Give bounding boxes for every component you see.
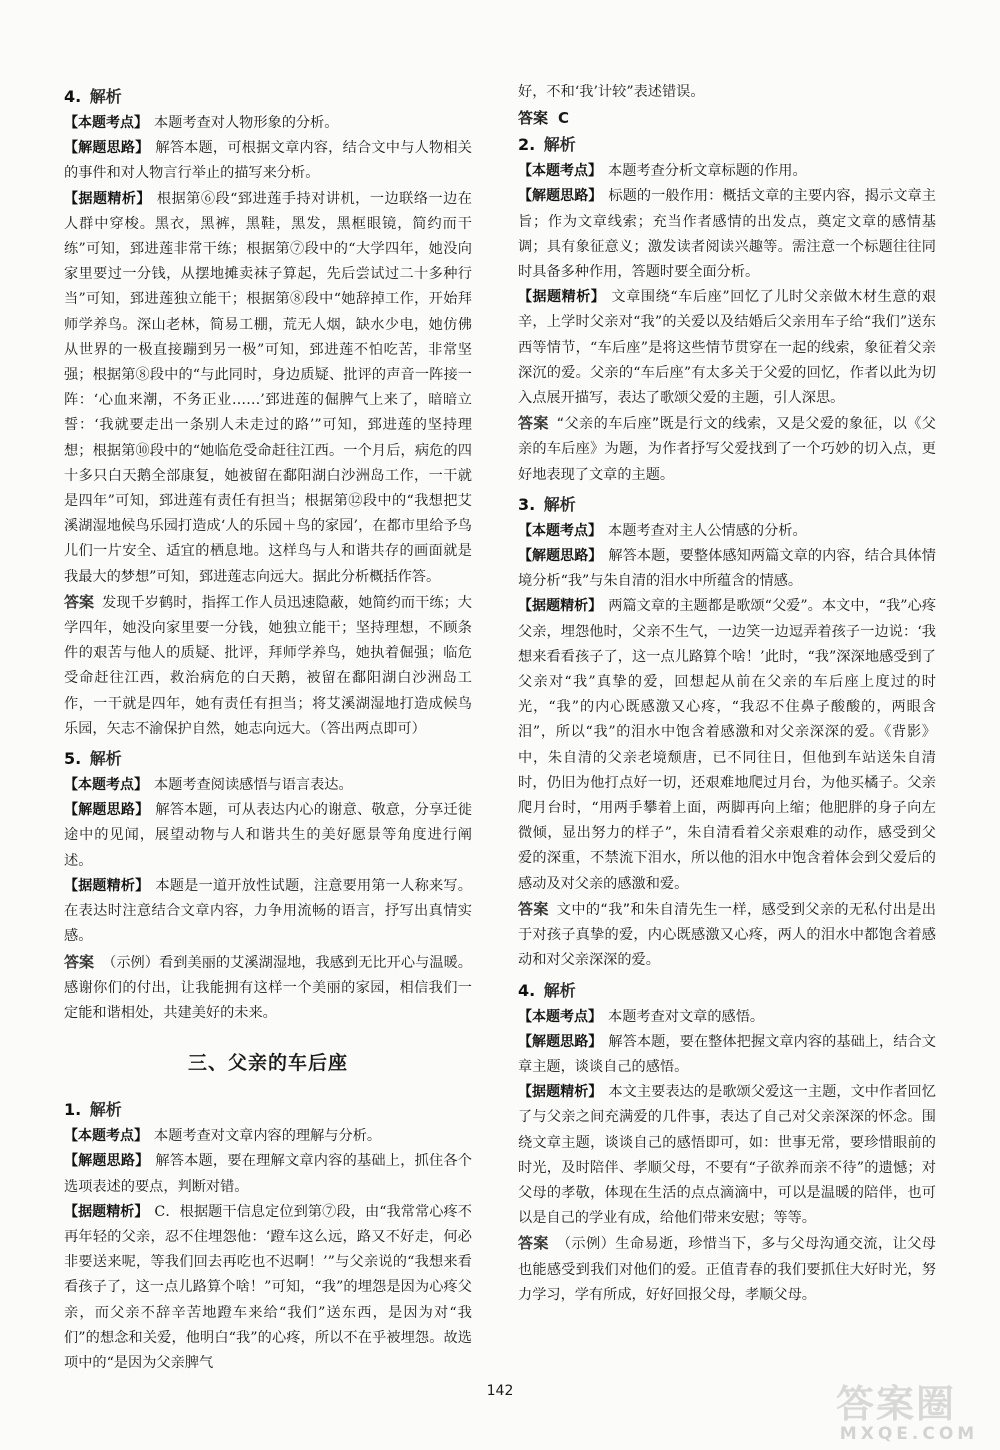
s3-silu <box>518 544 936 594</box>
kaodian-tag: 【本题考点】 <box>64 115 148 131</box>
question-number: 1. <box>64 1100 82 1120</box>
kaodian-tag: 【本题考点】 <box>64 777 148 794</box>
jingxi-tag: 【据题精析】 <box>64 190 151 207</box>
jingxi-text: 两篇文章的主题都是歌颂“父爱”。本文中，“我”心疼父亲，埋怨他时，父亲不生气，一边笑一边逗弄着孩子一边说：‘我想来看看孩子了，这一点儿路算个啥！’此时，“我”深深地感受到了父亲对“我”真挚的爱，回想起从前在父亲的车后座上度过的时光，“我”的内心既感激又心疼，“我忍不住鼻子酸酸的，两眼含泪”，所以“我”的泪水中饱含着感激和对父亲深深的爱。《背影》中，朱自清的父亲老境颓唐，已不同往日，但他到车站送朱自清时，仍旧为他打点好一切，还艰难地爬过月台，为他买橘子。父亲爬月台时，“用两手攀着上面，两脚再向上缩；他肥胖的身子向左微倾，显出努力的样子”，朱自清看着父亲艰难的动作，感受到父爱的深重，不禁流下泪水，所以他的泪水中饱含着体会到父爱后的感动及对父亲的感激和爱。 <box>518 598 937 892</box>
kaodian-text: 本题考查对文章的感悟。 <box>608 1008 765 1025</box>
section3-question-4-heading <box>518 978 936 1001</box>
s1-kaodian <box>64 1124 472 1149</box>
answer-tag: 答案 <box>518 899 549 918</box>
question-number: 2. <box>518 135 536 155</box>
silu-text: 解答本题，要在理解文章内容的基础上，抓住各个选项表述的要点，判断对错。 <box>64 1153 472 1195</box>
s4-kaodian <box>518 1005 936 1030</box>
jingxi-tag: 【据题精析】 <box>64 877 150 894</box>
s2-kaodian <box>518 159 936 184</box>
s3-answer <box>518 897 936 974</box>
answer-tag: 答案 <box>64 592 95 611</box>
question-label: 解析 <box>543 494 576 514</box>
kaodian-tag: 【本题考点】 <box>518 163 602 180</box>
question-number: 5. <box>64 749 82 769</box>
answer-text: （示例）看到美丽的艾溪湖湿地，我感到无比开心与温暖。感谢你们的付出，让我能拥有这样一个美丽的家园，相信我们一定能和谐相处，共建美好的未来。 <box>64 954 472 1021</box>
s3-kaodian <box>518 519 936 544</box>
silu-tag: 【解题思路】 <box>518 548 603 565</box>
question-4-heading <box>64 84 472 107</box>
answer-tag: 答案 <box>518 1234 549 1253</box>
kaodian-text: 本题考查阅读感悟与语言表达。 <box>154 777 353 794</box>
section3-question-1-heading <box>64 1097 472 1120</box>
q5-jingxi <box>64 874 472 950</box>
jingxi-tag: 【据题精析】 <box>64 1203 149 1220</box>
question-5-heading <box>64 746 472 769</box>
jingxi-text: 本题是一道开放性试题，注意要用第一人称来写。在表达时注意结合文章内容，力争用流畅的语言，抒写出真情实感。 <box>64 877 472 945</box>
question-label: 解析 <box>89 1100 122 1120</box>
jingxi-text: 文章围绕“车后座”回忆了儿时父亲做木材生意的艰辛，上学时父亲对“我”的关爱以及结婚后父亲用车子给“我们”送东西等情节，“车后座”是将这些情节贯穿在一起的线索，象征着父亲深沉的爱。父亲的“车后座”有太多关于父爱的回忆，作者以此为切入点展开描写，表达了歌颂父爱的主题，引人深思。 <box>518 289 937 407</box>
q4-kaodian <box>64 111 472 136</box>
jingxi-text: C．根据题干信息定位到第⑦段，由“我常常心疼不再年轻的父亲，忍不住埋怨他：‘蹬车这么远，路又不好走，何必非要送来呢，等我们回去再吃也不迟啊！’”与父亲说的“我想来看看孩子了，这一点儿路算个啥！”可知，“我”的埋怨是因为心疼父亲，而父亲不辞辛苦地蹬车来给“我们”送东西，是因为对“我们”的想念和关爱，他明白“我”的心疼，所以不在乎被埋怨。故选项中的“是因为父亲脾气 <box>64 1203 472 1371</box>
watermark-logo <box>836 1384 982 1448</box>
q5-kaodian <box>64 773 472 798</box>
jingxi-text: 本文主要表达的是歌颂父爱这一主题，文中作者回忆了与父亲之间充满爱的几件事，表达了自己对父亲深深的怀念。围绕文章主题，谈谈自己的感悟即可，如：世事无常，要珍惜眼前的时光，及时陪伴、孝顺父母，不要有“子欲养而亲不待”的遗憾；对父母的孝敬，体现在生活的点点滴滴中，可以是温暖的陪伴，也可以是自己的学业有成，给他们带来安慰；等等。 <box>518 1084 936 1227</box>
kaodian-tag: 【本题考点】 <box>64 1128 148 1145</box>
jingxi-tag: 【据题精析】 <box>518 1084 603 1101</box>
question-number: 4. <box>64 87 82 106</box>
answer-choice: C <box>558 109 570 128</box>
s1-answer <box>518 107 936 128</box>
s3-jingxi <box>518 594 936 896</box>
kaodian-text: 本题考查对人物形象的分析。 <box>154 115 339 131</box>
section3-question-2-heading <box>518 132 936 155</box>
silu-text: 解答本题，可根据文章内容，结合文中与人物相关的事件和对人物言行举止的描写来分析。 <box>64 140 472 182</box>
silu-text: 解答本题，可从表达内心的谢意、敬意，分享迁徙途中的见闻，展望动物与人和谐共生的美好愿景等角度进行阐述。 <box>64 802 472 869</box>
s4-jingxi <box>518 1080 936 1231</box>
silu-tag: 【解题思路】 <box>64 802 150 819</box>
s1-continuation: 好，不和‘我’计较”表述错误。 <box>518 84 705 100</box>
silu-text: 解答本题，要在整体把握文章内容的基础上，结合文章主题，谈谈自己的感悟。 <box>518 1033 936 1075</box>
answer-tag: 答案 <box>64 952 95 971</box>
q5-silu <box>64 798 472 874</box>
watermark-text: 答案圈 <box>836 1382 957 1426</box>
kaodian-text: 本题考查分析文章标题的作用。 <box>608 163 807 180</box>
q5-answer <box>64 950 472 1027</box>
section3-question-3-heading <box>518 492 936 515</box>
question-label: 解析 <box>89 87 122 106</box>
question-label: 解析 <box>543 980 576 1000</box>
silu-tag: 【解题思路】 <box>518 188 603 205</box>
kaodian-tag: 【本题考点】 <box>518 522 602 539</box>
kaodian-tag: 【本题考点】 <box>518 1008 602 1025</box>
s2-jingxi <box>518 285 936 411</box>
silu-tag: 【解题思路】 <box>518 1033 603 1050</box>
q4-jingxi <box>64 187 472 590</box>
answer-tag: 答案 <box>518 414 549 433</box>
s1-silu <box>64 1149 472 1199</box>
answer-text: “父亲的车后座”既是行文的线索，又是父爱的象征，以《父亲的车后座》为题，为作者抒写父爱找到了一个巧妙的切入点，更好地表现了文章的主题。 <box>518 416 936 483</box>
right-column <box>518 80 936 1308</box>
jingxi-tag: 【据题精析】 <box>518 598 603 615</box>
answer-text: 文中的“我”和朱自清先生一样，感受到父亲的无私付出是出于对孩子真挚的爱，内心既感激又心疼，两人的泪水中都饱含着感动和对父亲深深的爱。 <box>518 901 936 969</box>
kaodian-text: 本题考查对文章内容的理解与分析。 <box>154 1128 382 1145</box>
silu-text: 解答本题，要整体感知两篇文章的内容，结合具体情境分析“我”与朱自清的泪水中所蕴含的情感。 <box>518 548 936 590</box>
page-number: 142 <box>486 1383 514 1399</box>
kaodian-text: 本题考查对主人公情感的分析。 <box>608 522 807 539</box>
section-title: 三、父亲的车后座 <box>187 1052 348 1075</box>
silu-tag: 【解题思路】 <box>64 1153 150 1170</box>
silu-text: 标题的一般作用：概括文章的主要内容，揭示文章主旨；作为文章线索；充当作者感情的出发点，奠定文章的感情基调；具有象征意义；激发读者阅读兴趣等。需注意一个标题往往同时具备多种作用，答题时要全面分析。 <box>518 188 936 281</box>
jingxi-text: 根据第⑥段“郅进莲手持对讲机，一边联络一边在人群中穿梭。黑衣，黑裤，黑鞋，黑发，黑框眼镜，简约而干练”可知，郅进莲非常干练；根据第⑦段中的“大学四年，她没向家里要过一分钱，从摆地摊卖袜子算起，先后尝试过二十多种行当”可知，郅进莲独立能干；根据第⑧段中“她辞掉工作，开始拜师学养鸟。深山老林，简易工棚，荒无人烟，缺水少电，她仿佛从世界的一极直接蹦到另一极”可知，郅进莲不怕吃苦，非常坚强；根据第⑧段中的“与此同时，身边质疑、批评的声音一阵接一阵：‘心血来潮，不务正业……’郅进莲的倔脾气上来了，暗暗立誓：‘我就要走出一条别人未走过的路’”可知，郅进莲的坚持理想；根据第⑩段中的“她临危受命赶往江西。一个月后，病危的四十多只白天鹅全部康复，她被留在鄱阳湖白沙洲岛工作，一干就是四年”可知，郅进莲有责任有担当；根据第⑫段中的“我想把艾溪湖湿地候鸟乐园打造成‘人的乐园＋鸟的家园’，在都市里给予鸟儿们一片安全、适宜的栖息地。这样鸟与人和谐共存的画面就是我最大的梦想”可知，郅进莲志向远大。据此分析概括作答。 <box>64 190 472 585</box>
silu-tag: 【解题思路】 <box>64 140 150 157</box>
s4-silu <box>518 1030 936 1080</box>
question-number: 3. <box>518 494 536 514</box>
s4-answer <box>518 1231 936 1308</box>
s2-answer <box>518 411 936 488</box>
question-number: 4. <box>518 980 536 1000</box>
jingxi-tag: 【据题精析】 <box>518 289 606 306</box>
q4-silu <box>64 136 472 186</box>
answer-tag: 答案 <box>518 109 549 128</box>
q4-answer <box>64 590 472 742</box>
left-column <box>64 80 472 1376</box>
question-label: 解析 <box>543 135 576 155</box>
answer-text: 发现千岁鹤时，指挥工作人员迅速隐蔽，她简约而干练；大学四年，她没向家里要一分钱，她独立能干；坚持理想，不顾条件的艰苦与他人的质疑、批评，拜师学养鸟，她执着倔强；临危受命赶往江西，救治病危的白天鹅，被留在鄱阳湖白沙洲岛工作，一干就是四年，她有责任有担当；将艾溪湖湿地打造成候鸟乐园，矢志不渝保护自然，她志向远大。（答出两点即可） <box>64 594 472 737</box>
s1-jingxi <box>64 1200 472 1376</box>
question-label: 解析 <box>89 749 122 769</box>
answer-text: （示例）生命易逝，珍惜当下，多与父母沟通交流，让父母也能感受到我们对他们的爱。正值青春的我们要抓住大好时光，努力学习，学有所成，好好回报父母，孝顺父母。 <box>518 1236 936 1303</box>
watermark-url: MXQE.COM <box>839 1424 979 1444</box>
s2-silu <box>518 184 936 285</box>
